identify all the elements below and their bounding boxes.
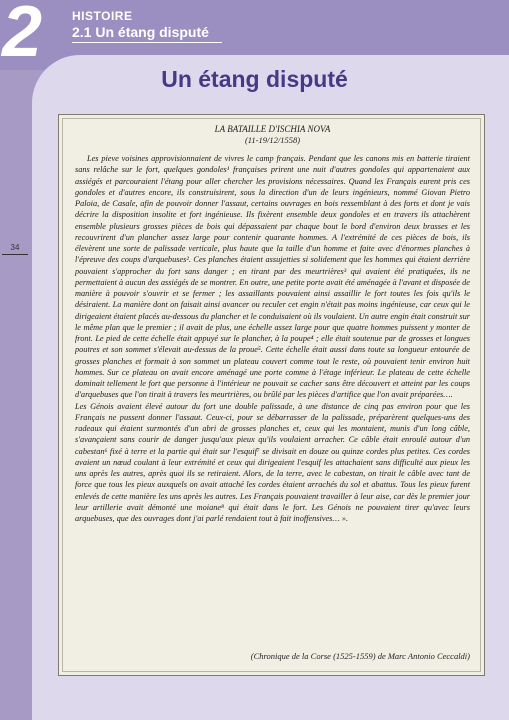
document-source: (Chronique de la Corse (1525-1559) de Marc Antonio Ceccaldi) <box>250 651 470 661</box>
document-text <box>75 153 470 524</box>
page-number-rule <box>2 254 28 255</box>
document-title: LA BATAILLE D'ISCHIA NOVA <box>214 124 331 134</box>
section-label: HISTOIRE <box>72 9 133 23</box>
document-paragraph-1: Les pieve voisines approvisionnaient de vivres le camp français. Pendant que les canons mis en batterie tiraient sans relâche sur le fort, quelques gondoles¹ françaises prirent une nuit d'autres gondoles qui appartenaient aux assiégés et parcouraient l'étang pour aller chercher les provisions nécessaires. Quand les Français eurent pris ces gondoles et d'autres encore, ils construisirent, sous la direction d'un de leurs ingénieurs, nommé Giovan Pietro Paloia, de Casale, afin de pouvoir donner l'assaut, certains ouvrages en bois ressemblant à des forts et dont je vais décrire la disposition insolite et fort ingénieuse. Ils fixèrent ensemble deux gondoles et en travers ils attachèrent ensemble plusieurs grosses pièces de bois qui dépassaient par chaque bout le bord d'environ deux brasses et les recouvrirent d'un plancher assez large pour contenir quarante hommes. A l'extrémité de ces pièces de bois, ils élevèrent une sorte de palissade verticale, plus haute que la taille d'un homme et faite avec d'énormes planches à l'épreuve des coups d'arquebuses². Ces planches étaient assujetties si solidement que les hommes qui étaient derrière pouvaient s'approcher du fort sans danger ; en tirant par des meurtrières³ qui avaient été pratiquées, ils ne permettaient à aucun des assiégés de se montrer. En outre, une petite porte avait été aménagée à l'avant et disposée de manière à pouvoir s'ouvrir et se fermer ; les assaillants pouvaient ainsi assaillir le fort toutes les fois qu'ils le désiraient. La manière dont on faisait ainsi avancer ou reculer cet engin n'était pas moins ingénieuse, car ceux qui le dirigeaient étaient placés au-dessous du plancher et le conduisaient où ils voulaient. Un autre engin était construit sur le même plan que le premier ; il avait de plus, une échelle assez large pour que quatre hommes puissent y monter de front. Le pied de cette échelle était appuyé sur le plancher, à la poupe⁴ ; elle était soutenue par de grosses et longues poutres et son sommet s'élevait au-dessus de la proue⁵. Cette échelle était aussi dans toute sa longueur entourée de grosses planches et formait à son sommet un plateau couvert comme tout le reste, où pouvaient tenir environ huit hommes. Sur ce plateau on avait encore aménagé une porte comme à l'étage inférieur. Le plateau de cette échelle dominait tellement le fort que personne à l'intérieur ne pouvait se cacher sans être découvert et atteint par les coups d'arquebuses que l'on tirait à travers les meurtrières, ou brûlé par les pièces d'artifice que l'on avait préparées…. <box>75 154 470 400</box>
chapter-number: 2 <box>2 0 43 72</box>
document-date: (11-19/12/1558) <box>244 135 301 145</box>
section-divider <box>72 42 222 43</box>
page-number: 34 <box>10 243 20 252</box>
document-box <box>58 114 485 676</box>
document-paragraph-2: Les Génois avaient élevé autour du fort une double palissade, à une distance de cinq pas environ pour que les Français ne pussent donner l'assaut. Ceux-ci, pour se débarrasser de la palissade, préparèrent quelques-uns des radeaux qui étaient surmontés d'un abri de grosses planches et, ceux qui les montaient, munis d'un long câble, s'avançaient sans courir de danger jusqu'aux pieux qu'ils voulaient arracher. Ce câble était enroulé autour d'un cabestan⁶ fixé à terre et la partie qui était sur l'esquif⁷ se divisait en douze ou quinze cordes plus petites. Ces cordes avaient un nœud coulant à leur extrémité et ceux qui dirigeaient l'esquif les attachaient sans difficulté aux pieux les uns après les autres, après quoi ils se retiraient. Alors, de la terre, avec le cabestan, on tirait le câble avec tant de force que tous les pieux auxquels on avait attaché les cordes étaient arrachés du sol et abattus. Tous les pieux furent enlevés de cette manière les uns après les autres. Les Français pouvaient travailler à leur aise, car dès le premier jour leur artillerie avait démonté une moiane⁸ qui était dans le fort. Les Génois ne pouvaient tirer qu'avec leurs arquebuses, que des ouvrages dont j'ai parlé rendaient tout à fait inoffensives… ». <box>75 401 470 523</box>
section-title: 2.1 Un étang disputé <box>72 24 209 40</box>
page-title: Un étang disputé <box>161 66 348 92</box>
